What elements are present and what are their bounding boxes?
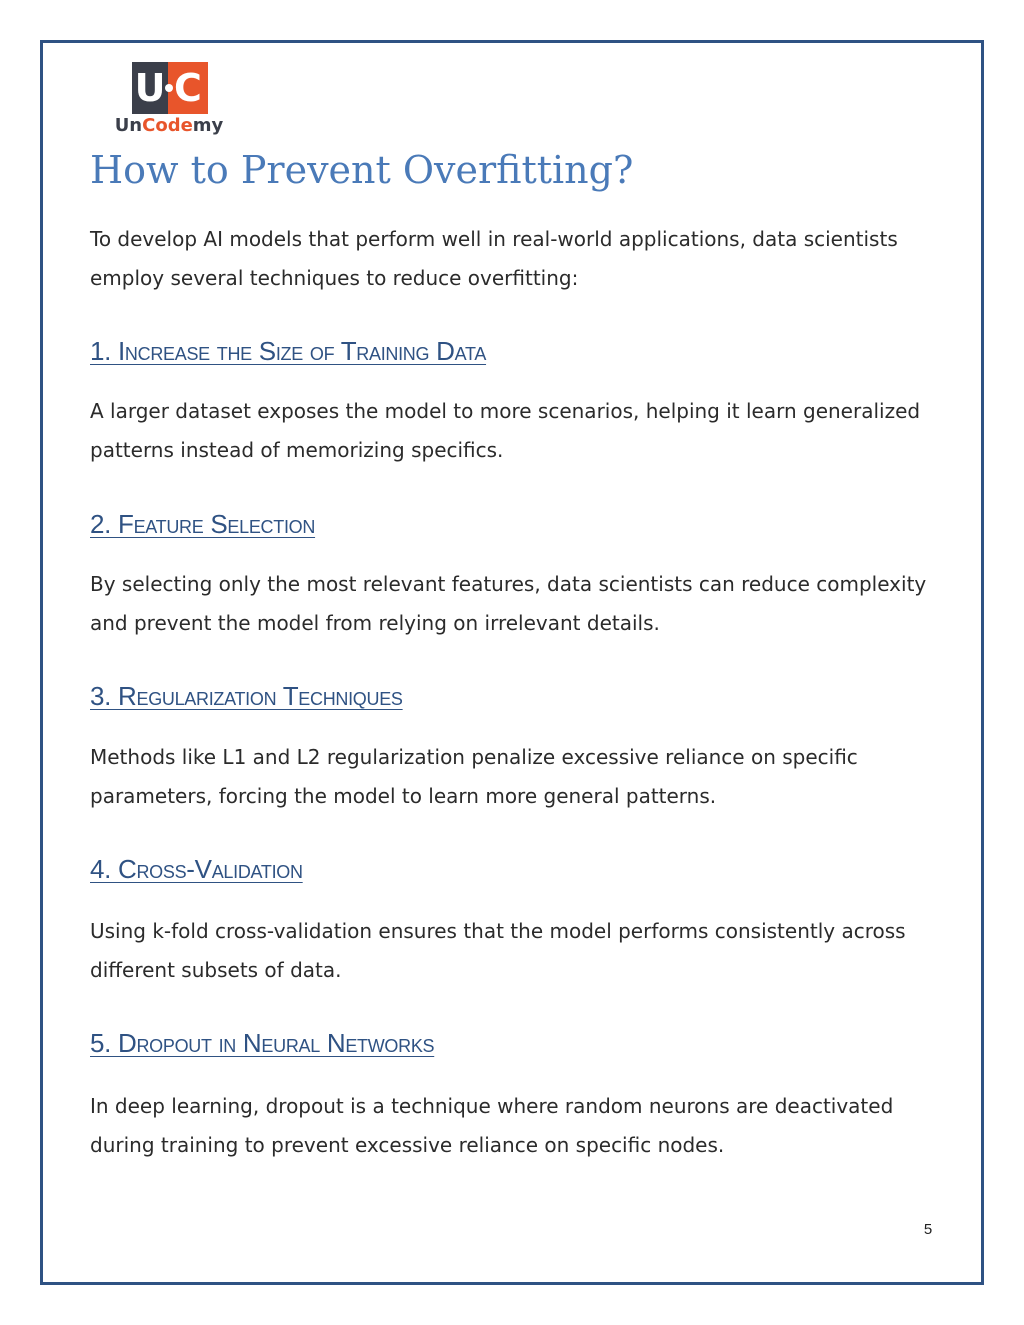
logo-dot-icon: [165, 84, 173, 92]
section-body-3: Methods like L1 and L2 regularization penalize excessive reliance on specific parameters, forcing the model to learn more general patterns.: [90, 745, 858, 808]
logo-word-part2: Code: [142, 115, 193, 136]
logo-mark: [132, 62, 208, 114]
section-body-4: Using k-fold cross-validation ensures that the model performs consistently across different subsets of data.: [90, 919, 906, 982]
logo-wordmark: [106, 114, 232, 138]
logo-mark-right: C: [168, 62, 208, 114]
logo-word-part1: Un: [114, 115, 143, 136]
section-heading-5: 5. Dropout in Neural Networks: [90, 1028, 435, 1058]
section-body-5: In deep learning, dropout is a technique where random neurons are deactivated during training to prevent excessive reliance on specific nodes.: [90, 1094, 894, 1157]
section-heading-2: 2. Feature Selection: [90, 509, 316, 539]
section-heading-3: 3. Regularization Techniques: [90, 681, 403, 711]
uncodemy-logo: [106, 60, 232, 140]
logo-word-part3: my: [192, 115, 224, 136]
page-title: How to Prevent Overfitting?: [90, 148, 634, 192]
section-heading-4: 4. Cross-Validation: [90, 854, 303, 884]
section-body-2: By selecting only the most relevant features, data scientists can reduce complexity and prevent the model from relying on irrelevant details.: [90, 572, 927, 635]
section-heading-1: 1. Increase the Size of Training Data: [90, 336, 487, 366]
logo-mark-left: U: [132, 62, 168, 114]
section-body-1: A larger dataset exposes the model to more scenarios, helping it learn generalized patterns instead of memorizing specifics.: [90, 399, 921, 462]
page-number: 5: [923, 1221, 933, 1238]
intro-paragraph: To develop AI models that perform well in real-world applications, data scientists employ several techniques to reduce overfitting:: [90, 227, 898, 290]
